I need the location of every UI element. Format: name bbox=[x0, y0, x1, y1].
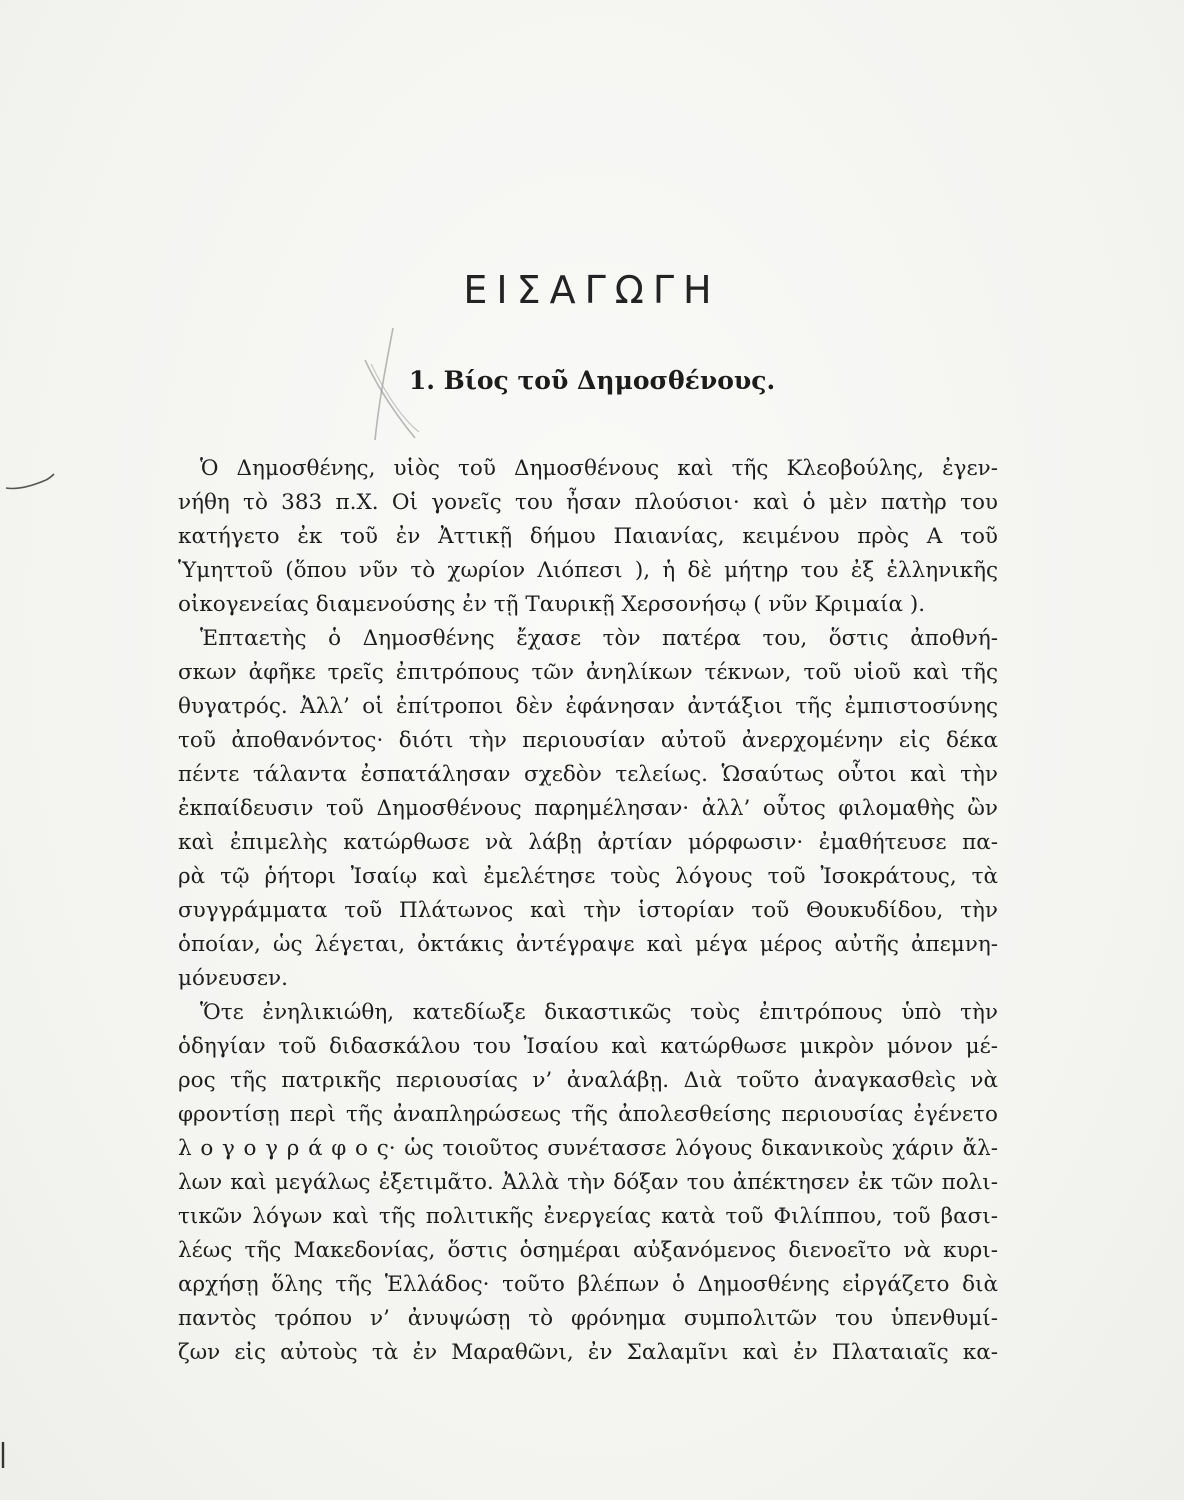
text-line: ἐκπαίδευσιν τοῦ Δημοσθένους παρημέλησαν· ἀλλ’ οὗτος φιλομαθὴς ὢν bbox=[178, 796, 998, 821]
text-line: αρχήσῃ ὅλης τῆς Ἑλλάδος· τοῦτο βλέπων ὁ Δημοσθένης εἰργάζετο διὰ bbox=[178, 1272, 998, 1297]
text-line: παντὸς τρόπου ν’ ἀνυψώσῃ τὸ φρόνημα συμπολιτῶν του ὑπενθυμί- bbox=[178, 1306, 998, 1331]
text-line: λ ο γ ο γ ρ ά φ ο ς· ὡς τοιοῦτος συνέτασσε λόγους δικανικοὺς χάριν ἄλ- bbox=[178, 1136, 998, 1161]
section-heading: 1. Βίος τοῦ Δημοσθένους. bbox=[408, 366, 776, 395]
text-line: ρὰ τῷ ῥήτορι Ἰσαίῳ καὶ ἐμελέτησε τοὺς λόγους τοῦ Ἰσοκράτους, τὰ bbox=[178, 864, 998, 889]
text-line: λων καὶ μεγάλως ἐξετιμᾶτο. Ἀλλὰ τὴν δόξαν του ἀπέκτησεν ἐκ τῶν πολι- bbox=[178, 1170, 998, 1195]
text-line: μόνευσεν. bbox=[178, 966, 288, 991]
text-line: Ἑπταετὴς ὁ Δημοσθένης ἔχασε τὸν πατέρα του, ὅστις ἀποθνή- bbox=[200, 626, 998, 651]
text-line: ὁδηγίαν τοῦ διδασκάλου του Ἰσαίου καὶ κατώρθωσε μικρὸν μόνον μέ- bbox=[178, 1034, 998, 1059]
text-line: Ὁ Δημοσθένης, υἱὸς τοῦ Δημοσθένους καὶ τῆς Κλεοβούλης, ἐγεν- bbox=[200, 456, 998, 481]
text-line: τικῶν λόγων καὶ τῆς πολιτικῆς ἐνεργείας κατὰ τοῦ Φιλίππου, τοῦ βασι- bbox=[178, 1204, 998, 1229]
text-line: οἰκογενείας διαμενούσης ἐν τῇ Ταυρικῇ Χερσονήσῳ ( νῦν Κριμαία ). bbox=[178, 592, 926, 617]
text-line: Ὅτε ἐνηλικιώθη, κατεδίωξε δικαστικῶς τοὺς ἐπιτρόπους ὑπὸ τὴν bbox=[200, 1000, 998, 1025]
margin-pencil-mark bbox=[2, 470, 62, 498]
text-line: σκων ἀφῆκε τρεῖς ἐπιτρόπους τῶν ἀνηλίκων τέκνων, τοῦ υἱοῦ καὶ τῆς bbox=[178, 660, 998, 685]
text-line: λέως τῆς Μακεδονίας, ὅστις ὁσημέραι αὐξανόμενος διενοεῖτο νὰ κυρι- bbox=[178, 1238, 998, 1263]
page-title: ΕΙΣΑΓΩΓΗ bbox=[463, 268, 721, 312]
edge-mark bbox=[0, 1440, 6, 1470]
text-line: καὶ ἐπιμελὴς κατώρθωσε νὰ λάβῃ ἀρτίαν μόρφωσιν· ἐμαθήτευσε πα- bbox=[178, 830, 998, 855]
text-line: Ὑμηττοῦ (ὅπου νῦν τὸ χωρίον Λιόπεσι ), ἡ δὲ μήτηρ του ἐξ ἑλληνικῆς bbox=[178, 558, 998, 583]
text-line: ζων εἰς αὐτοὺς τὰ ἐν Μαραθῶνι, ἐν Σαλαμῖνι καὶ ἐν Πλαταιαῖς κα- bbox=[178, 1340, 998, 1365]
text-line: ὁποίαν, ὡς λέγεται, ὀκτάκις ἀντέγραψε καὶ μέγα μέρος αὐτῆς ἀπεμνη- bbox=[178, 932, 998, 957]
text-line: συγγράμματα τοῦ Πλάτωνος καὶ τὴν ἱστορίαν τοῦ Θουκυδίδου, τὴν bbox=[178, 898, 998, 923]
body-text bbox=[178, 452, 998, 1370]
text-line: νήθη τὸ 383 π.Χ. Οἱ γονεῖς του ἦσαν πλούσιοι· καὶ ὁ μὲν πατὴρ του bbox=[178, 490, 998, 515]
text-line: πέντε τάλαντα ἐσπατάλησαν σχεδὸν τελείως. Ὡσαύτως οὗτοι καὶ τὴν bbox=[178, 762, 998, 787]
text-line: κατήγετο ἐκ τοῦ ἐν Ἀττικῇ δήμου Παιανίας, κειμένου πρὸς Α τοῦ bbox=[178, 524, 998, 549]
text-line: ρος τῆς πατρικῆς περιουσίας ν’ ἀναλάβῃ. Διὰ τοῦτο ἀναγκασθεὶς νὰ bbox=[178, 1068, 998, 1093]
text-line: τοῦ ἀποθανόντος· διότι τὴν περιουσίαν αὐτοῦ ἀνερχομένην εἰς δέκα bbox=[178, 728, 998, 753]
text-line: θυγατρός. Ἀλλ’ οἱ ἐπίτροποι δὲν ἐφάνησαν ἀντάξιοι τῆς ἐμπιστοσύνης bbox=[178, 694, 998, 719]
text-line: φροντίσῃ περὶ τῆς ἀναπληρώσεως τῆς ἀπολεσθείσης περιουσίας ἐγένετο bbox=[178, 1102, 998, 1127]
